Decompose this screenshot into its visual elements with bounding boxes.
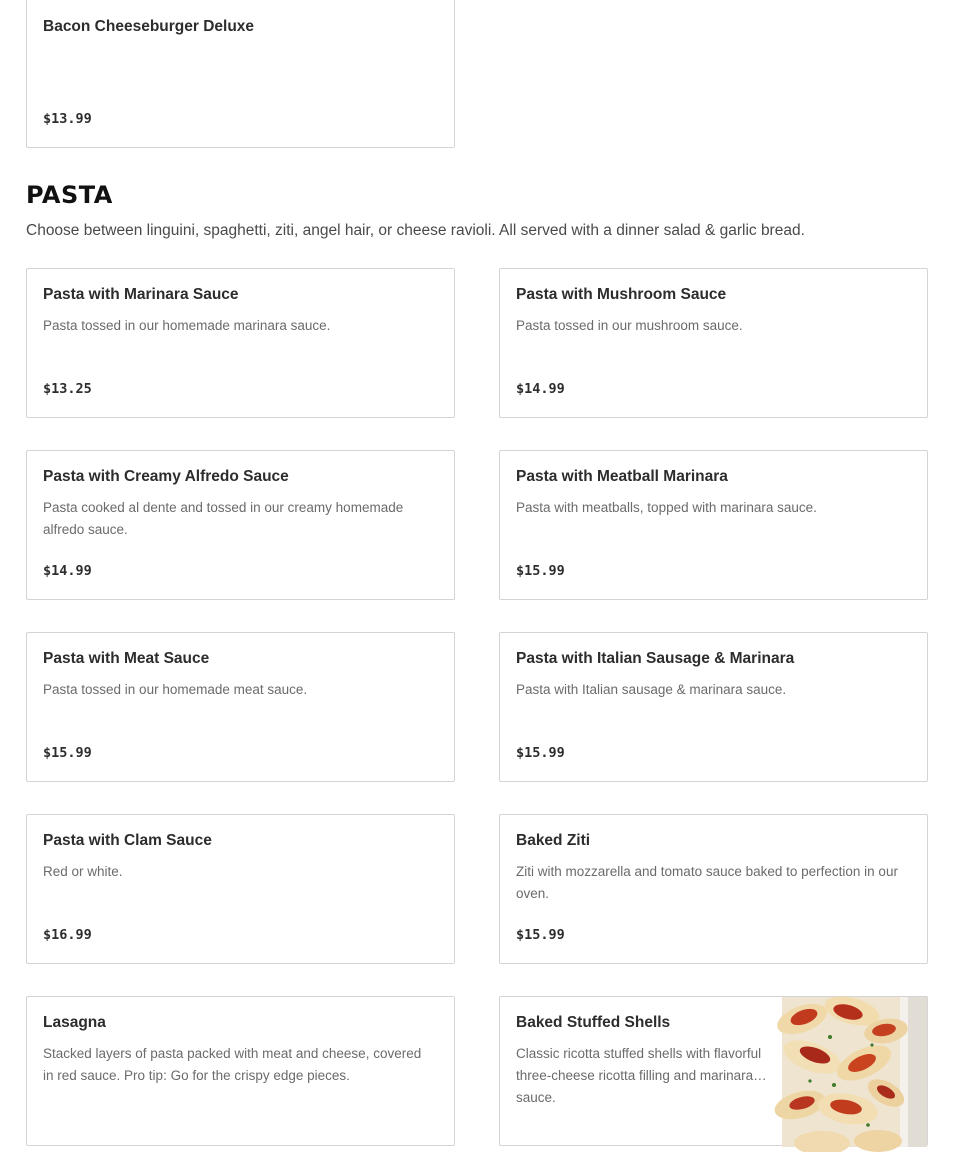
menu-item-name: Baked Stuffed Shells [516, 1014, 671, 1031]
menu-item-card[interactable] [499, 268, 928, 418]
menu-item-price: $14.99 [516, 381, 565, 397]
menu-item-price: $15.99 [516, 745, 565, 761]
menu-item-card[interactable] [26, 996, 455, 1146]
menu-item-price: $13.99 [43, 111, 92, 127]
menu-item-card[interactable] [26, 814, 455, 964]
menu-item-card[interactable] [499, 450, 928, 600]
menu-item-card[interactable] [499, 996, 928, 1146]
menu-item-description: Red or white. [43, 864, 123, 879]
menu-item-description: Pasta tossed in our homemade marinara sauce. [43, 318, 331, 333]
menu-item-price: $15.99 [516, 927, 565, 943]
menu-item-description: Stacked layers of pasta packed with meat and cheese, covered in red sauce. Pro tip: Go for the crispy edge pieces. [43, 1046, 422, 1083]
menu-item-price: $16.99 [43, 927, 92, 943]
menu-item-name: Baked Ziti [516, 832, 591, 849]
menu-item-price: $14.99 [43, 563, 92, 579]
menu-item-description: Pasta with meatballs, topped with marinara sauce. [516, 500, 817, 515]
menu-item-description: Pasta cooked al dente and tossed in our creamy homemade alfredo sauce. [43, 500, 404, 537]
menu-item-description: Ziti with mozzarella and tomato sauce baked to perfection in our oven. [516, 864, 898, 901]
menu-item-description: Classic ricotta stuffed shells with flavorful three-cheese ricotta filling and marinara sauce. [516, 1046, 762, 1105]
section-title: PASTA [26, 181, 113, 209]
menu-item-description: Pasta tossed in our mushroom sauce. [516, 318, 743, 333]
menu-item-price: $13.25 [43, 381, 92, 397]
section-description: Choose between linguini, spaghetti, ziti, angel hair, or cheese ravioli. All served with a dinner salad & garlic bread. [26, 222, 805, 239]
menu-item-card[interactable] [26, 450, 455, 600]
menu-item-price: $15.99 [43, 745, 92, 761]
menu-item-name: Pasta with Meatball Marinara [516, 468, 728, 485]
menu-item-card[interactable] [499, 814, 928, 964]
menu-item-price: $15.99 [516, 563, 565, 579]
menu-item-card[interactable] [26, 0, 455, 148]
menu-item-name: Lasagna [43, 1014, 106, 1031]
menu-item-description: Pasta with Italian sausage & marinara sauce. [516, 682, 787, 697]
menu-item-name: Pasta with Marinara Sauce [43, 286, 239, 303]
menu-item-name: Pasta with Mushroom Sauce [516, 286, 727, 303]
menu-item-name: Bacon Cheeseburger Deluxe [43, 18, 255, 35]
menu-item-card[interactable] [26, 268, 455, 418]
menu-item-name: Pasta with Clam Sauce [43, 832, 212, 849]
menu-item-description: Pasta tossed in our homemade meat sauce. [43, 682, 308, 697]
menu-item-name: Pasta with Creamy Alfredo Sauce [43, 468, 289, 485]
menu-item-name: Pasta with Italian Sausage & Marinara [516, 650, 795, 667]
menu-item-name: Pasta with Meat Sauce [43, 650, 210, 667]
menu-item-card[interactable] [26, 632, 455, 782]
stuffed-shells-photo [782, 997, 927, 1147]
menu-item-card[interactable] [499, 632, 928, 782]
